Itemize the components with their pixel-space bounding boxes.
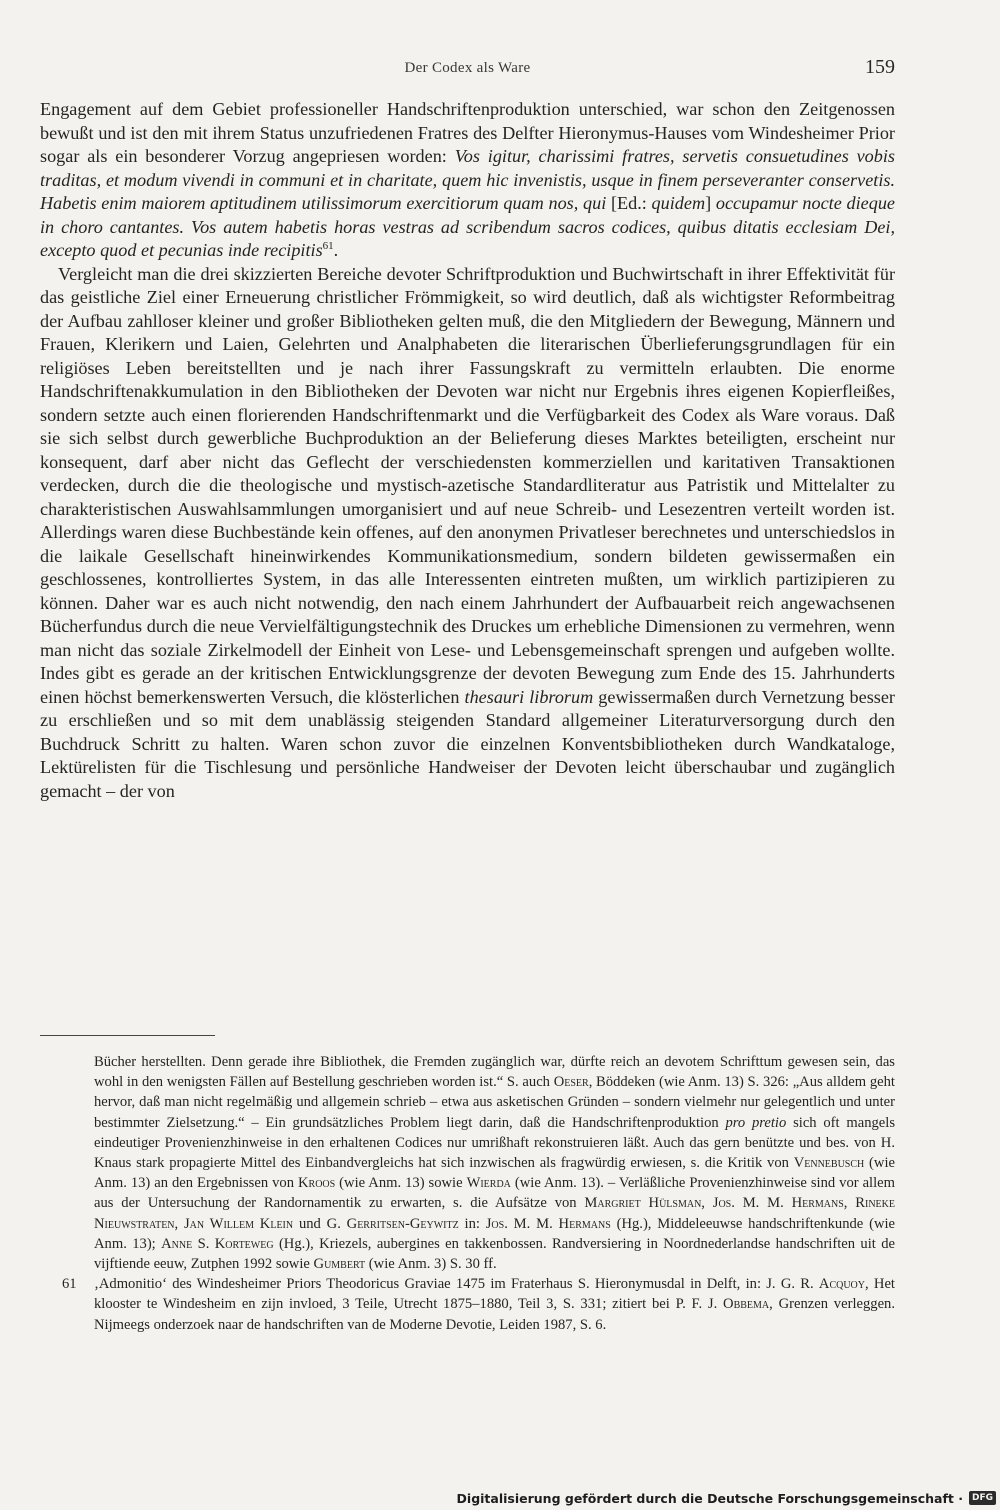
p2-thesauri-librorum: thesauri librorum — [464, 686, 594, 707]
p1-latin-quidem: quidem — [651, 193, 706, 213]
p1-text-c: ] — [705, 193, 716, 213]
fn-text: , Böddeken (wie Anm. 13) S. 326: „Aus alldem geht hervor, daß man nicht regelmäßig und allgemein schrieb – etwa aus asketischen Gründen – sondern vielmehr nur gelegentlich und unter bestimmter Zielsetzung.“ – Ein grundsätzliches Problem liegt darin, daß die Handschriftenproduktion — [94, 1074, 895, 1131]
fn-text: Bücher herstellten. Denn gerade ihre Bibliothek, die Fremden zugänglich war, dürfte reich an devotem Schrifttum gewesen sein, das wohl in den wenigsten Fällen auf Bestellung geschrieben worden ist.“ S. auch — [94, 1054, 895, 1091]
dfg-logo-icon: DFG — [969, 1491, 996, 1505]
page-number: 159 — [865, 56, 895, 78]
p2-text-a: Vergleicht man die drei skizzierten Bereiche devoter Schriftproduktion und Buchwirtschaft in ihrer Effektivität für das geistliche Ziel einer Erneuerung christlicher Frömmigkeit, so wird deutlich, daß als wichtigster Reformbeitrag der Aufbau zahlloser kleiner und großer Bibliotheken gelten muß, die den Mitgliedern der Bewegung, Männern und Frauen, Klerikern und Laien, Gelehrten und Analphabeten die literarischen Überlieferungsgrundlagen für ein religiöses Leben bereitstellten und je nach ihrer Fassungskraft zu vermitteln erlaubten. Die enorme Handschriftenakkumulation in den Bibliotheken der Devoten war nicht nur Ergebnis ihres eigenen Kopierfleißes, sondern setzte auch einen florierenden Handschriftenmarkt und die Verfügbarkeit des Codex als Ware voraus. Daß sie sich selbst durch gewerbliche Buchproduktion an der Belieferung dieses Marktes beteiligten, erscheint nur konsequent, darf aber nicht das Geflecht der verschiedensten kommerziellen und karitativen Transaktionen verdecken, durch die die theologische und mystisch-azetische Standardliteratur aus Patristik und Mittelalter zu charakteristischen Auswahlsammlungen umorganisiert und auf neue Schreib- und Lesezentren verteilt worden ist. Allerdings waren diese Buchbestände kein offenes, auf den anonymen Privatleser berechnetes und unterschiedslos in die laikale Gesellschaft hineinwirkendes Kommunikationsmedium, sondern bildeten gewissermaßen ein geschlossenes, kontrolliertes System, in das alle Interessenten eintreten mußten, um wirklich partizipieren zu können. Daher war es auch nicht notwendig, den nach einem Jahrhundert der Aufbauarbeit reich angewachsenen Bücherfundus durch die neue Vervielfältigungstechnik des Druckes um erhebliche Dimensionen zu vermehren, wenn man nicht das soziale Zirkelmodell der Einheit von Lese- und Lebensgemeinschaft sprengen und aufgeben wollte. Indes gibt es gerade an der kritischen Entwicklungsgrenze der devoten Bewegung zum Ende des 15. Jahrhunderts einen höchst bemerkenswerten Versuch, die klösterlichen — [40, 263, 895, 707]
author-hermans: Jos. M. M. Hermans — [485, 1215, 611, 1232]
fn-text: , Het klooster te Windesheim en zijn invloed, 3 Teile, Utrecht 1875–1880, Teil 3, S. 331; zitiert bei P. F. J. — [94, 1276, 895, 1313]
fn-text: sich oft mangels eindeutiger Provenienzhinweise in den erhaltenen Codices nur umrißhaft rekonstruieren läßt. Auch das gern benützte und bes. von H. Knaus stark propagierte Mittel des Einbandvergleichs hat sich inzwischen als fragwürdig erwiesen, s. die Kritik von — [94, 1114, 895, 1172]
author-gerritsen: G. Gerritsen-Geywitz — [326, 1215, 459, 1232]
author-oeser: Oeser — [553, 1074, 589, 1091]
footnote-rule — [40, 1035, 215, 1036]
author-korteweg: Anne S. Korteweg — [161, 1235, 274, 1252]
fn-text: in: — [458, 1215, 486, 1232]
footnote-ref-61[interactable]: 61 — [322, 239, 334, 252]
footnote-61 — [40, 1274, 895, 1335]
fn-text: und — [293, 1215, 327, 1232]
p1-latin-quote-a: Vos igitur, charissimi fratres, servetis consuetudines vobis traditas, et modum vivendi in communi et in charitate, quem hic invenistis, usque in finem perseveranter conservetis. Habetis enim maiorem aptitudinem utilissimorum exercitiorum quam nos, qui — [40, 146, 895, 213]
author-gumbert: Gumbert — [313, 1256, 366, 1273]
fn-text: (wie Anm. 3) S. 30 ff. — [365, 1256, 497, 1273]
fn-text: (Hg.), Middeleeuwse handschriftenkunde (wie Anm. 13); — [94, 1215, 896, 1252]
body-text — [40, 98, 895, 803]
p2-text-b: gewissermaßen durch Vernetzung besser zu erschließen und so mit dem unablässig steigenden Standard allgemeiner Literaturversorgung durch den Buchdruck Schritt zu halten. Waren schon zuvor die einzelnen Konventsbibliotheken durch Wandkataloge, Lektürelisten für die Tischlesung und persönliche Handweiser der Devoten leicht überschaubar und zugänglich gemacht – der von — [40, 686, 895, 801]
fn-text: (wie Anm. 13) sowie — [335, 1175, 467, 1192]
fn-text: (wie Anm. 13). – Verläßliche Provenienzhinweise sind vor allem aus der Untersuchung der Randornamentik zu erwarten, s. die Aufsätze von — [94, 1175, 895, 1212]
footnote-number-61: 61 — [62, 1276, 77, 1293]
fn-text: (Hg.), Kriezels, aubergines en takkenbossen. Randversiering in Noordnederlandse handschriften uit de vijftiende eeuw, Zutphen 1992 sowie — [94, 1235, 895, 1273]
credit-text: Digitalisierung gefördert durch die Deutsche Forschungsgemeinschaft · — [456, 1490, 963, 1506]
p1-text-end: . — [333, 240, 339, 260]
paragraph-2 — [40, 263, 895, 804]
author-obbema: Obbema — [723, 1296, 770, 1313]
authors-huelsman-group: Margriet Hülsman, Jos. M. M. Hermans, Rineke Nieuwstraten, Jan Willem Klein — [94, 1195, 895, 1232]
author-acquoy: Acquoy — [818, 1276, 866, 1293]
fn-text: ‚Admonitio‘ des Windesheimer Priors Theodoricus Graviae 1475 im Fraterhaus S. Hieronymusdal in Delft, in: J. G. R. — [94, 1276, 819, 1293]
author-kroos: Kroos — [297, 1175, 336, 1192]
fn-text: (wie Anm. 13) an den Ergebnissen von — [94, 1155, 895, 1192]
p1-text-a: Engagement auf dem Gebiet professioneller Handschriftenproduktion unterschied, war schon den Zeitgenossen bewußt und ist den mit ihrem Status unzufriedenen Fratres des Delfter Hieronymus-Hauses vom Windesheimer Prior sogar als ein besonderer Vorzug angepriesen worden: — [40, 99, 895, 166]
digitization-credit — [457, 1488, 996, 1508]
p1-text-b: [Ed.: — [610, 193, 652, 213]
p1-latin-quote-b: occupamur nocte dieque in choro cantantes. Vos autem habetis horas vestras ad scribendum sacros codices, quibus ditatis ecclesiam Dei, excepto quod et pecunias inde recipitis — [40, 193, 895, 260]
paragraph-1 — [40, 98, 895, 263]
footnote-60-continued — [40, 1052, 895, 1274]
author-wierda: Wierda — [466, 1175, 511, 1192]
pro-pretio: pro pretio — [725, 1114, 787, 1131]
footnotes — [40, 1052, 895, 1335]
fn-text: , Grenzen verleggen. Nijmeegs onderzoek naar de handschriften van de Moderne Devotie, Leiden 1987, S. 6. — [94, 1296, 895, 1333]
author-vennebusch: Vennebusch — [793, 1155, 865, 1172]
page-header — [40, 56, 895, 84]
running-head: Der Codex als Ware — [404, 60, 531, 76]
